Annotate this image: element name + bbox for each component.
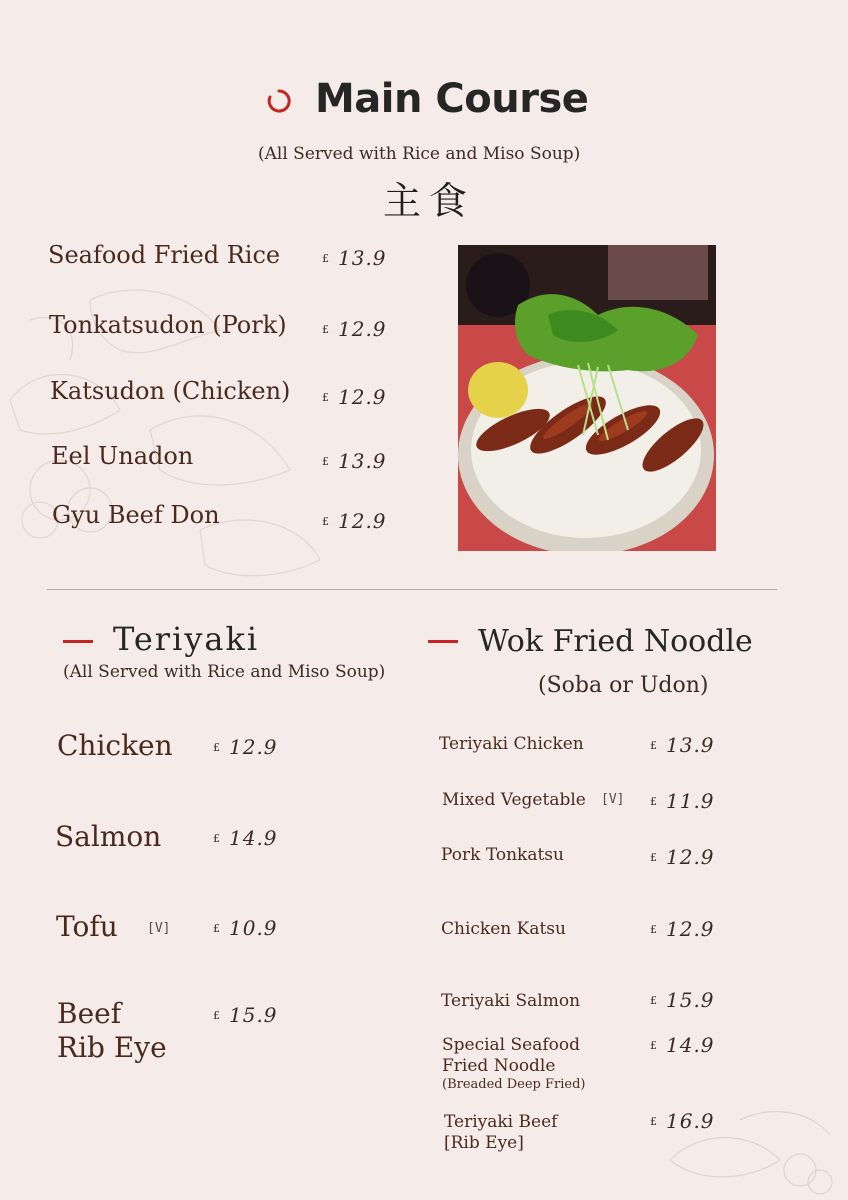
- menu-item-price: £ 12.9: [650, 917, 715, 941]
- menu-item-name: Gyu Beef Don: [52, 501, 220, 529]
- menu-item-price: £ 13.9: [322, 449, 387, 473]
- teriyaki-subtitle: (All Served with Rice and Miso Soup): [63, 662, 386, 682]
- menu-item-name: Chicken Katsu: [441, 919, 566, 939]
- vegetarian-tag: [V]: [601, 792, 625, 807]
- menu-item-price: £ 14.9: [213, 826, 278, 850]
- menu-item-price: £ 13.9: [322, 246, 387, 270]
- menu-item-price: £ 12.9: [650, 845, 715, 869]
- menu-item-name: Eel Unadon: [51, 442, 194, 470]
- main-course-subtitle: (All Served with Rice and Miso Soup): [258, 144, 581, 164]
- main-course-kanji: 主食: [383, 179, 476, 223]
- menu-item-name-line2: Fried Noodle: [442, 1056, 556, 1076]
- section-divider: [47, 589, 777, 590]
- menu-item-name-line2: Rib Eye: [57, 1031, 167, 1064]
- wok-noodle-subtitle: (Soba or Udon): [538, 673, 709, 698]
- menu-item-price: £ 12.9: [213, 735, 278, 759]
- menu-item-name-line2: [Rib Eye]: [444, 1133, 524, 1153]
- menu-item-name: Mixed Vegetable: [442, 790, 586, 810]
- menu-item-price: £ 12.9: [322, 509, 387, 533]
- menu-item-name: Teriyaki Beef: [444, 1112, 558, 1132]
- menu-item-price: £ 16.9: [650, 1109, 715, 1133]
- menu-item-name: Salmon: [55, 820, 162, 853]
- menu-item-name: Special Seafood: [442, 1035, 581, 1055]
- menu-item-price: £ 15.9: [650, 988, 715, 1012]
- menu-item-name: Teriyaki Chicken: [439, 734, 584, 754]
- menu-item-price: £ 12.9: [322, 317, 387, 341]
- main-course-title: Main Course: [315, 76, 589, 122]
- eel-rice-bowl-photo: [458, 245, 716, 551]
- vegetarian-tag: [V]: [147, 921, 171, 936]
- red-dash-icon: [63, 640, 93, 643]
- menu-item-name: Tonkatsudon (Pork): [49, 311, 287, 339]
- menu-item-price: £ 10.9: [213, 916, 278, 940]
- menu-item-price: £ 11.9: [650, 789, 715, 813]
- menu-item-price: £ 13.9: [650, 733, 715, 757]
- menu-item-price: £ 12.9: [322, 385, 387, 409]
- menu-item-name: Beef: [57, 997, 122, 1030]
- menu-item-name: Katsudon (Chicken): [50, 377, 291, 405]
- menu-item-name: Pork Tonkatsu: [441, 845, 564, 865]
- menu-item-price: £ 14.9: [650, 1033, 715, 1057]
- wok-noodle-title: Wok Fried Noodle: [478, 624, 753, 659]
- menu-item-price: £ 15.9: [213, 1003, 278, 1027]
- menu-item-name: Seafood Fried Rice: [48, 241, 281, 269]
- menu-item-name: Teriyaki Salmon: [441, 991, 581, 1011]
- red-dash-icon: [428, 640, 458, 643]
- menu-item-note: (Breaded Deep Fried): [442, 1077, 586, 1092]
- menu-item-name: Chicken: [57, 729, 173, 762]
- enso-circle-icon: [266, 88, 292, 114]
- menu-item-name: Tofu: [56, 910, 118, 943]
- teriyaki-title: Teriyaki: [113, 620, 260, 658]
